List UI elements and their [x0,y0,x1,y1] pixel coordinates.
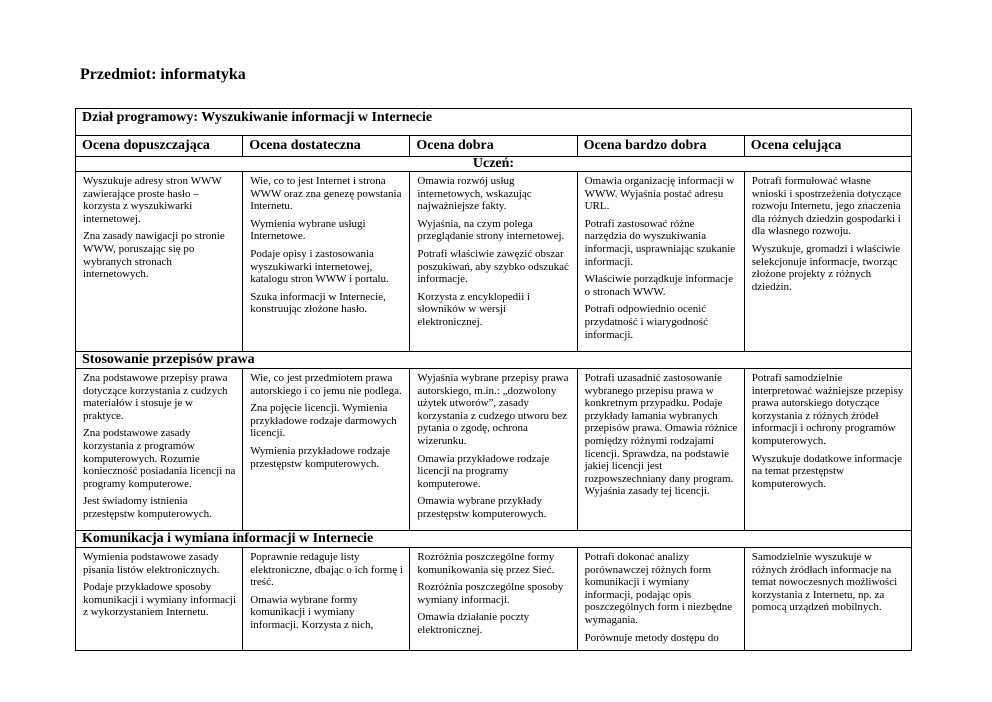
requirement-text: Wyjaśnia wybrane przepisy prawa autorskiego, m.in.: „dozwolony użytek utworów”, zasady korzystania z cudzego utworu bez pytania o zgodę, ochrona wizerunku. [417,372,569,447]
requirement-text: Porównuje metody dostępu do [584,631,719,644]
requirement-cell [76,172,243,352]
requirement-text: Omawia wybrane przykłady przestępstw komputerowych. [417,495,547,520]
requirement-text: Wyszukuje dodatkowe informacje na temat przestępstw komputerowych. [751,452,902,490]
requirement-text: Jest świadomy istnienia przestępstw komputerowych. [83,495,212,520]
requirement-cell [410,172,577,352]
requirement-cell [243,369,410,531]
requirement-text: Samodzielnie wyszukuje w różnych źródłach informacje na temat nowoczesnych możliwości korzystania z Internetu, np. za pomocą urządzeń mobilnych. [751,551,898,614]
table-row [76,369,912,531]
requirement-text: Wie, co jest przedmiotem prawa autorskiego i co jemu nie podlega. [250,372,402,397]
requirement-cell [76,369,243,531]
requirement-text: Potrafi dokonać analizy porównawczej różnych form komunikacji i wymiany informacji, podając opis poszczególnych form i niezbędne wymagania. [584,551,733,626]
requirement-text: Podaje opisy i zastosowania wyszukiwarki internetowej, katalogu stron WWW i portalu. [250,247,389,286]
requirement-text: Wyszukuje, gromadzi i właściwie selekcjonuje informacje, tworząc złożone projekty z różnych dziedzin. [751,242,901,293]
requirement-cell [577,172,744,352]
requirement-text: Omawia rozwój usług internetowych, wskazując najważniejsze fakty. [417,175,532,213]
requirement-text: Właściwie porządkuje informacje o stronach WWW. [584,273,733,298]
requirement-cell [243,172,410,352]
requirement-text: Omawia organizację informacji w WWW. Wyjaśnia postać adresu URL. [584,175,735,213]
requirement-text: Rozróżnia poszczególne formy komunikowania się przez Sieć. [417,551,555,576]
requirement-cell [744,172,911,352]
section-title: Stosowanie przepisów prawa [76,352,912,369]
requirement-text: Potrafi właściwie zawęzić obszar poszukiwań, aby szybko odszukać informacje. [417,247,569,286]
student-label: Uczeń: [76,157,912,172]
requirement-text: Omawia przykładowe rodzaje licencji na programy komputerowe. [417,452,550,490]
grade-header: Ocena dostateczna [243,136,410,157]
requirement-cell [76,548,243,651]
requirement-text: Omawia działanie poczty elektronicznej. [417,611,530,636]
requirement-cell [577,548,744,651]
requirement-text: Omawia wybrane formy komunikacji i wymiany informacji. Korzysta z nich, [250,593,374,631]
requirement-text: Zna podstawowe przepisy prawa dotyczące korzystania z cudzych materiałów i stosuje je w praktyce. [83,372,228,422]
page-title: Przedmiot: informatyka [80,66,246,83]
requirement-text: Poprawnie redaguje listy elektroniczne, dbając o ich formę i treść. [250,551,403,589]
requirement-text: Szuka informacji w Internecie, konstruując złożone hasło. [250,290,386,316]
grade-header-row [76,136,912,157]
grade-header: Ocena dobra [410,136,577,157]
requirement-cell [410,369,577,531]
requirement-text: Zna zasady nawigacji po stronie WWW, poruszając się po wybranych stronach internetowych. [83,230,225,281]
requirement-text: Zna pojęcie licencji. Wymienia przykładowe rodzaje darmowych licencji. [250,402,397,440]
grade-header: Ocena dopuszczająca [76,136,243,157]
requirement-text: Wie, co to jest Internet i strona WWW oraz zna genezę powstania Internetu. [250,175,402,213]
requirement-cell [744,548,911,651]
requirement-text: Wymienia podstawowe zasady pisania listów elektronicznych. [83,551,220,576]
requirements-table [75,108,912,651]
requirement-text: Potrafi formułować własne wnioski i spostrzeżenia dotyczące rozwoju Internetu, jego znaczenia dla różnych dziedzin gospodarki i dla własnego rozwoju. [751,175,902,238]
requirement-text: Wyjaśnia, na czym polega przeglądanie strony internetowej. [417,217,565,243]
requirement-text: Zna podstawowe zasady korzystania z programów komputerowych. Rozumie konieczność posiadania licencji na programy komputerowe. [83,427,236,490]
requirement-text: Rozróżnia poszczególne sposoby wymiany informacji. [417,581,564,606]
department-title: Dział programowy: Wyszukiwanie informacji w Internecie [76,109,912,136]
table-row [76,172,912,352]
requirement-text: Korzysta z encyklopedii i słowników w wersji elektronicznej. [417,290,531,328]
requirement-cell [577,369,744,531]
requirement-text: Wymienia wybrane usługi Internetowe. [250,217,366,243]
requirement-text: Wymienia przykładowe rodzaje przestępstw komputerowych. [250,444,391,470]
requirement-cell [243,548,410,651]
table-row [76,548,912,651]
requirement-text: Potrafi odpowiednio ocenić przydatność i wiarygodność informacji. [584,303,708,341]
section-title: Komunikacja i wymiana informacji w Internecie [76,531,912,548]
requirement-text: Wyszukuje adresy stron WWW zawierające proste hasło – korzysta z wyszukiwarki internetowej. [83,175,222,225]
requirement-cell [744,369,911,531]
requirement-text: Potrafi samodzielnie interpretować ważniejsze przepisy prawa autorskiego dotyczące korzystania z różnych źródeł informacji i ochrony programów komputerowych. [751,372,904,447]
requirement-cell [410,548,577,651]
grade-header: Ocena bardzo dobra [577,136,744,157]
requirement-text: Podaje przykładowe sposoby komunikacji i wymiany informacji z wykorzystaniem Internetu. [83,581,237,619]
grade-header: Ocena celująca [744,136,911,157]
requirement-text: Potrafi zastosować różne narzędzia do wyszukiwania informacji, usprawniając szukanie informacji. [584,217,736,268]
requirement-text: Potrafi uzasadnić zastosowanie wybranego przepisu prawa w konkretnym przypadku. Podaje przykłady łamania wybranych przepisów prawa. Omawia różnice pomiędzy różnymi rodzajami licencji. Sprawdza, na podstawie jakiej licencji jest rozpowszechniany dany program. Wyjaśnia zasady tej licencji. [584,372,738,498]
